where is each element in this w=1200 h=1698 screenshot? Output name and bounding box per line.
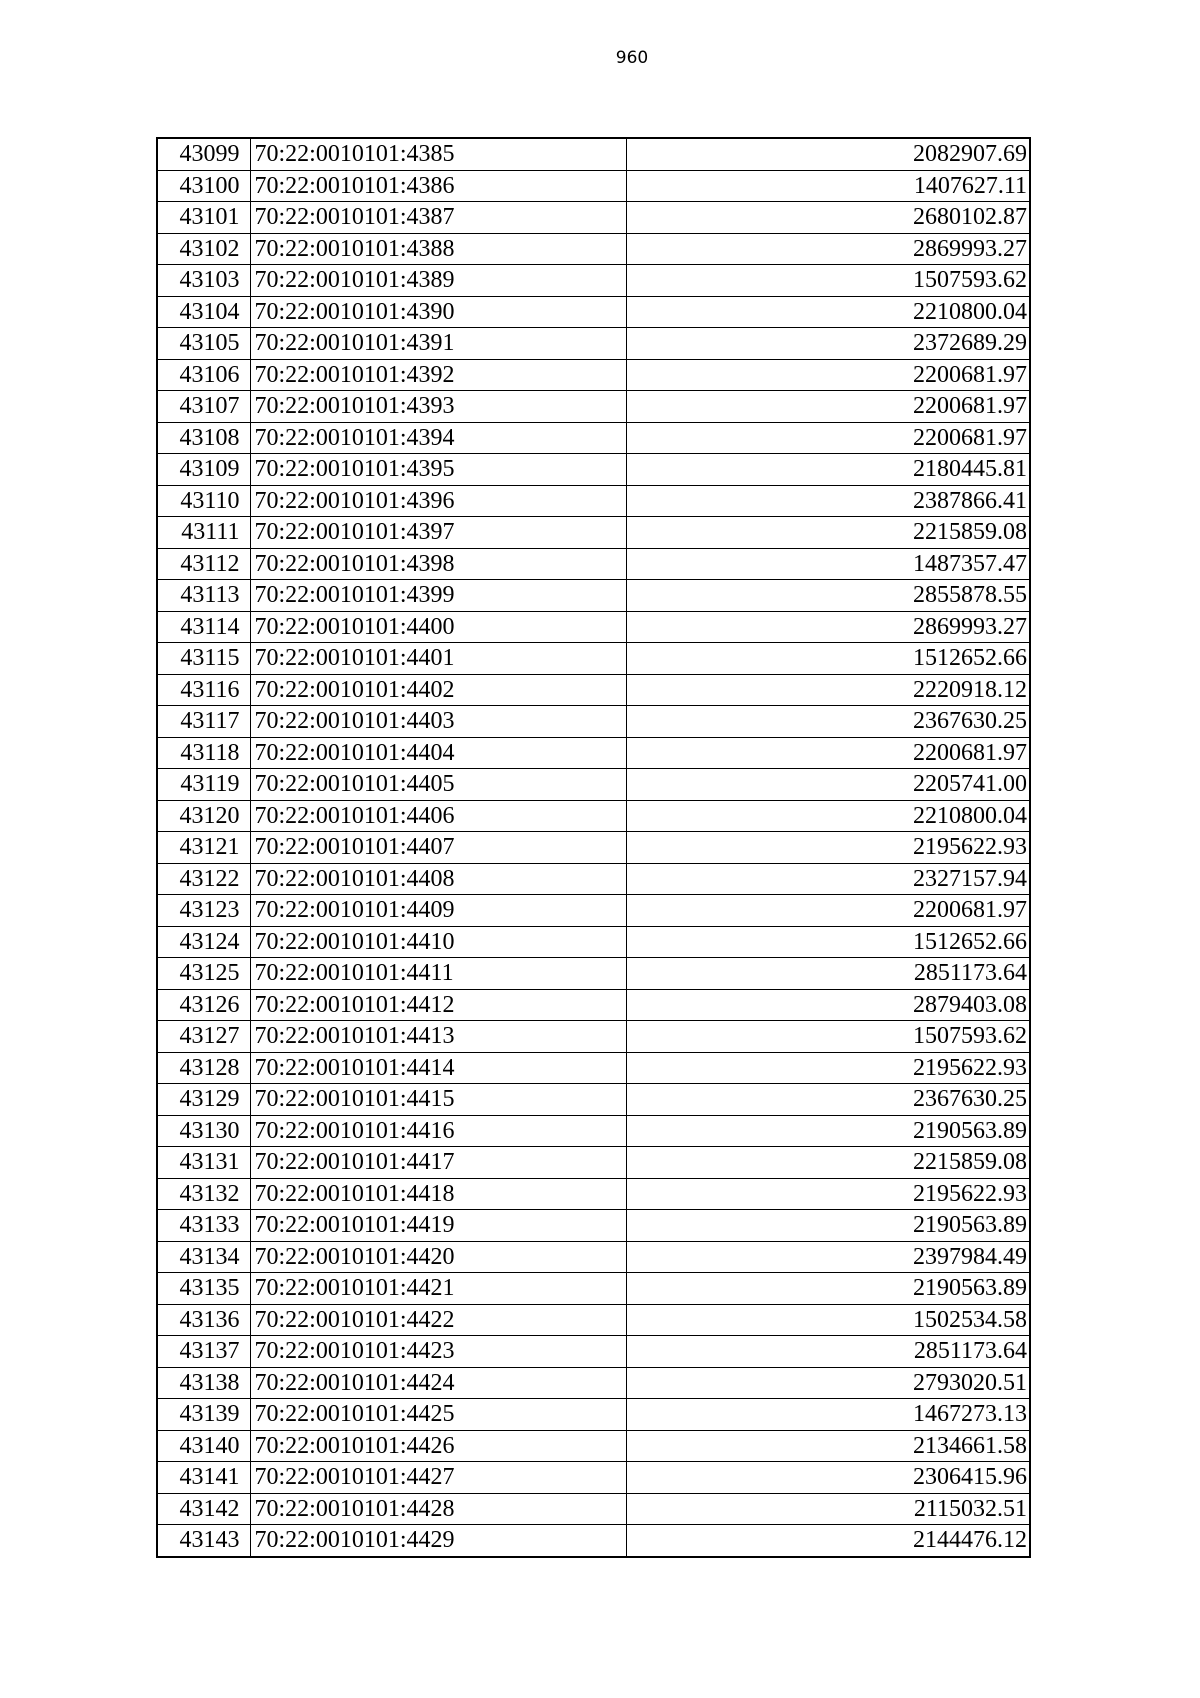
row-number-cell: 43138 [157,1367,250,1399]
table-row [157,989,1030,1021]
table-row [157,1336,1030,1368]
row-number-cell: 43134 [157,1241,250,1273]
cadastral-value-cell: 2144476.12 [626,1525,1030,1557]
cadastral-value-cell: 2306415.96 [626,1462,1030,1494]
row-number-cell: 43105 [157,328,250,360]
table-row [157,1084,1030,1116]
cadastral-number-cell: 70:22:0010101:4410 [250,926,626,958]
cadastral-number-cell: 70:22:0010101:4389 [250,265,626,297]
row-number-cell: 43135 [157,1273,250,1305]
row-number-cell: 43140 [157,1430,250,1462]
cadastral-value-cell: 2195622.93 [626,832,1030,864]
table-row [157,1178,1030,1210]
row-number-cell: 43108 [157,422,250,454]
row-number-cell: 43102 [157,233,250,265]
row-number-cell: 43132 [157,1178,250,1210]
cadastral-value-cell: 2793020.51 [626,1367,1030,1399]
cadastral-value-cell: 2869993.27 [626,611,1030,643]
row-number-cell: 43143 [157,1525,250,1557]
row-number-cell: 43109 [157,454,250,486]
cadastral-value-cell: 1407627.11 [626,170,1030,202]
row-number-cell: 43100 [157,170,250,202]
table-row [157,1147,1030,1179]
cadastral-value-cell: 1507593.62 [626,1021,1030,1053]
table-row [157,1210,1030,1242]
row-number-cell: 43121 [157,832,250,864]
table-row [157,1399,1030,1431]
cadastral-value-cell: 1512652.66 [626,643,1030,675]
cadastral-value-cell: 2215859.08 [626,1147,1030,1179]
cadastral-number-cell: 70:22:0010101:4413 [250,1021,626,1053]
cadastral-value-cell: 2210800.04 [626,800,1030,832]
row-number-cell: 43130 [157,1115,250,1147]
cadastral-number-cell: 70:22:0010101:4428 [250,1493,626,1525]
row-number-cell: 43137 [157,1336,250,1368]
row-number-cell: 43141 [157,1462,250,1494]
table-row [157,391,1030,423]
row-number-cell: 43126 [157,989,250,1021]
table-row [157,548,1030,580]
row-number-cell: 43104 [157,296,250,328]
cadastral-value-cell: 2869993.27 [626,233,1030,265]
cadastral-value-cell: 2855878.55 [626,580,1030,612]
table-row [157,580,1030,612]
table-row [157,1273,1030,1305]
table-row [157,1115,1030,1147]
cadastral-value-cell: 2190563.89 [626,1115,1030,1147]
row-number-cell: 43101 [157,202,250,234]
row-number-cell: 43119 [157,769,250,801]
row-number-cell: 43115 [157,643,250,675]
table-row [157,958,1030,990]
table-row [157,170,1030,202]
row-number-cell: 43120 [157,800,250,832]
row-number-cell: 43125 [157,958,250,990]
cadastral-value-cell: 2190563.89 [626,1273,1030,1305]
table-row [157,422,1030,454]
cadastral-value-cell: 2195622.93 [626,1052,1030,1084]
row-number-cell: 43139 [157,1399,250,1431]
cadastral-number-cell: 70:22:0010101:4426 [250,1430,626,1462]
cadastral-value-cell: 1507593.62 [626,265,1030,297]
cadastral-value-cell: 2200681.97 [626,895,1030,927]
row-number-cell: 43142 [157,1493,250,1525]
cadastral-value-cell: 2851173.64 [626,958,1030,990]
cadastral-number-cell: 70:22:0010101:4424 [250,1367,626,1399]
cadastral-number-cell: 70:22:0010101:4411 [250,958,626,990]
row-number-cell: 43133 [157,1210,250,1242]
cadastral-number-cell: 70:22:0010101:4397 [250,517,626,549]
table-row [157,611,1030,643]
row-number-cell: 43113 [157,580,250,612]
table-row [157,832,1030,864]
cadastral-value-cell: 2397984.49 [626,1241,1030,1273]
cadastral-value-cell: 2205741.00 [626,769,1030,801]
cadastral-value-cell: 2367630.25 [626,706,1030,738]
cadastral-number-cell: 70:22:0010101:4414 [250,1052,626,1084]
cadastral-number-cell: 70:22:0010101:4401 [250,643,626,675]
cadastral-number-cell: 70:22:0010101:4427 [250,1462,626,1494]
table-row [157,706,1030,738]
table-body [157,138,1030,1557]
table-row [157,1462,1030,1494]
cadastral-number-cell: 70:22:0010101:4404 [250,737,626,769]
cadastral-value-cell: 1502534.58 [626,1304,1030,1336]
cadastral-number-cell: 70:22:0010101:4416 [250,1115,626,1147]
table-row [157,1052,1030,1084]
cadastral-number-cell: 70:22:0010101:4422 [250,1304,626,1336]
cadastral-number-cell: 70:22:0010101:4396 [250,485,626,517]
table-row [157,674,1030,706]
table-row [157,233,1030,265]
cadastral-value-cell: 2215859.08 [626,517,1030,549]
row-number-cell: 43131 [157,1147,250,1179]
cadastral-number-cell: 70:22:0010101:4419 [250,1210,626,1242]
table-row [157,1304,1030,1336]
cadastral-number-cell: 70:22:0010101:4385 [250,138,626,170]
cadastral-value-cell: 2879403.08 [626,989,1030,1021]
cadastral-number-cell: 70:22:0010101:4421 [250,1273,626,1305]
table-row [157,643,1030,675]
cadastral-value-cell: 1512652.66 [626,926,1030,958]
table-row [157,265,1030,297]
row-number-cell: 43123 [157,895,250,927]
row-number-cell: 43111 [157,517,250,549]
cadastral-value-cell: 1487357.47 [626,548,1030,580]
row-number-cell: 43107 [157,391,250,423]
cadastral-value-cell: 2200681.97 [626,422,1030,454]
cadastral-number-cell: 70:22:0010101:4391 [250,328,626,360]
row-number-cell: 43114 [157,611,250,643]
table-row [157,296,1030,328]
table-row [157,1241,1030,1273]
cadastral-number-cell: 70:22:0010101:4406 [250,800,626,832]
cadastral-value-cell: 2372689.29 [626,328,1030,360]
table-row [157,800,1030,832]
cadastral-value-cell: 2200681.97 [626,737,1030,769]
table-row [157,1021,1030,1053]
cadastral-value-cell: 2195622.93 [626,1178,1030,1210]
cadastral-number-cell: 70:22:0010101:4423 [250,1336,626,1368]
cadastral-number-cell: 70:22:0010101:4408 [250,863,626,895]
cadastral-value-cell: 2851173.64 [626,1336,1030,1368]
cadastral-value-cell: 2210800.04 [626,296,1030,328]
row-number-cell: 43103 [157,265,250,297]
table-row [157,926,1030,958]
cadastral-value-cell: 2680102.87 [626,202,1030,234]
table-row [157,1430,1030,1462]
cadastral-number-cell: 70:22:0010101:4395 [250,454,626,486]
cadastral-number-cell: 70:22:0010101:4412 [250,989,626,1021]
table-row [157,138,1030,170]
table-row [157,1493,1030,1525]
table-row [157,895,1030,927]
row-number-cell: 43127 [157,1021,250,1053]
page-number: 960 [615,48,649,68]
cadastral-value-cell: 1467273.13 [626,1399,1030,1431]
cadastral-value-cell: 2180445.81 [626,454,1030,486]
cadastral-number-cell: 70:22:0010101:4387 [250,202,626,234]
row-number-cell: 43099 [157,138,250,170]
row-number-cell: 43106 [157,359,250,391]
row-number-cell: 43112 [157,548,250,580]
table-row [157,737,1030,769]
table-row [157,517,1030,549]
table-row [157,863,1030,895]
cadastral-value-cell: 2082907.69 [626,138,1030,170]
cadastral-value-table [156,137,1031,1558]
row-number-cell: 43128 [157,1052,250,1084]
cadastral-value-cell: 2220918.12 [626,674,1030,706]
table-row [157,202,1030,234]
cadastral-number-cell: 70:22:0010101:4398 [250,548,626,580]
cadastral-number-cell: 70:22:0010101:4409 [250,895,626,927]
cadastral-value-cell: 2190563.89 [626,1210,1030,1242]
cadastral-value-cell: 2134661.58 [626,1430,1030,1462]
cadastral-value-cell: 2367630.25 [626,1084,1030,1116]
cadastral-value-cell: 2200681.97 [626,359,1030,391]
cadastral-number-cell: 70:22:0010101:4392 [250,359,626,391]
cadastral-number-cell: 70:22:0010101:4393 [250,391,626,423]
cadastral-number-cell: 70:22:0010101:4420 [250,1241,626,1273]
cadastral-number-cell: 70:22:0010101:4394 [250,422,626,454]
cadastral-value-cell: 2200681.97 [626,391,1030,423]
cadastral-number-cell: 70:22:0010101:4390 [250,296,626,328]
table-row [157,359,1030,391]
cadastral-number-cell: 70:22:0010101:4407 [250,832,626,864]
cadastral-number-cell: 70:22:0010101:4417 [250,1147,626,1179]
row-number-cell: 43122 [157,863,250,895]
cadastral-number-cell: 70:22:0010101:4386 [250,170,626,202]
row-number-cell: 43136 [157,1304,250,1336]
cadastral-value-cell: 2387866.41 [626,485,1030,517]
cadastral-number-cell: 70:22:0010101:4403 [250,706,626,738]
row-number-cell: 43117 [157,706,250,738]
cadastral-value-cell: 2327157.94 [626,863,1030,895]
cadastral-number-cell: 70:22:0010101:4402 [250,674,626,706]
table-row [157,328,1030,360]
table-row [157,454,1030,486]
cadastral-number-cell: 70:22:0010101:4418 [250,1178,626,1210]
cadastral-number-cell: 70:22:0010101:4399 [250,580,626,612]
cadastral-number-cell: 70:22:0010101:4400 [250,611,626,643]
cadastral-number-cell: 70:22:0010101:4405 [250,769,626,801]
table-row [157,1367,1030,1399]
cadastral-number-cell: 70:22:0010101:4425 [250,1399,626,1431]
row-number-cell: 43116 [157,674,250,706]
row-number-cell: 43124 [157,926,250,958]
cadastral-number-cell: 70:22:0010101:4429 [250,1525,626,1557]
cadastral-number-cell: 70:22:0010101:4415 [250,1084,626,1116]
row-number-cell: 43118 [157,737,250,769]
cadastral-number-cell: 70:22:0010101:4388 [250,233,626,265]
row-number-cell: 43129 [157,1084,250,1116]
cadastral-value-table-container [156,137,1031,1558]
row-number-cell: 43110 [157,485,250,517]
table-row [157,769,1030,801]
cadastral-value-cell: 2115032.51 [626,1493,1030,1525]
table-row [157,1525,1030,1557]
table-row [157,485,1030,517]
